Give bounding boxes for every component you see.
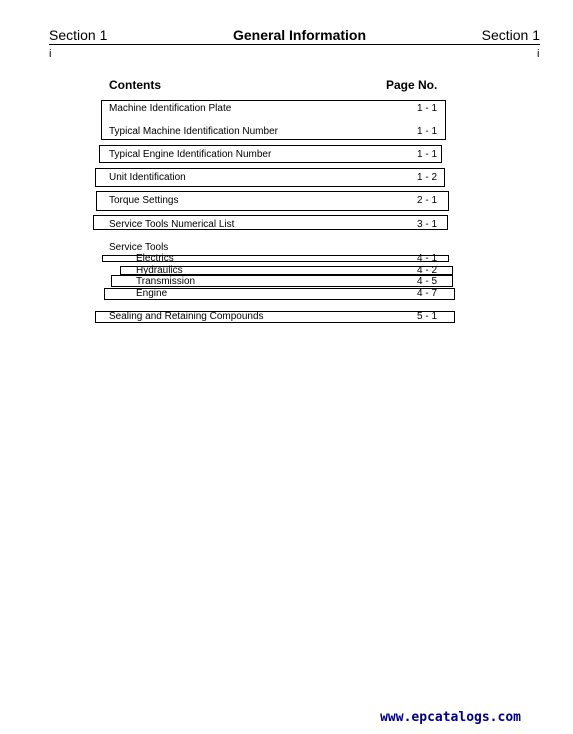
toc-subitem-page: 4 - 7 — [417, 288, 438, 299]
section-label-right: Section 1 — [481, 27, 540, 43]
toc-subitem-label[interactable]: Transmission — [136, 276, 196, 287]
page-number-right: i — [537, 48, 540, 60]
section-label-left: Section 1 — [49, 27, 108, 43]
page-number-heading: Page No. — [386, 78, 438, 92]
toc-subitem-label[interactable]: Engine — [136, 288, 168, 299]
toc-item-page: 1 - 1 — [417, 126, 438, 137]
toc-subitem-label[interactable]: Electrics — [136, 253, 174, 264]
toc-item-page: 1 - 1 — [417, 149, 438, 160]
page-number-left: i — [49, 48, 52, 60]
toc-item-label[interactable]: Machine Identification Plate — [109, 103, 232, 114]
toc-item-page: 1 - 1 — [417, 103, 438, 114]
toc-item-label[interactable]: Sealing and Retaining Compounds — [109, 311, 264, 322]
toc-subitem-page: 4 - 2 — [417, 265, 438, 276]
toc-item-label[interactable]: Torque Settings — [109, 195, 179, 206]
toc-item-label[interactable]: Typical Engine Identification Number — [109, 149, 272, 160]
footer-url[interactable]: www.epcatalogs.com — [380, 710, 521, 725]
page-title: General Information — [233, 27, 367, 43]
toc-subitem-page: 4 - 5 — [417, 276, 438, 287]
toc-subitem-page: 4 - 1 — [417, 253, 438, 264]
toc-item-label[interactable]: Service Tools Numerical List — [109, 219, 235, 230]
toc-subitem-label[interactable]: Hydraulics — [136, 265, 183, 276]
toc-item-page: 3 - 1 — [417, 219, 438, 230]
service-tools-heading: Service Tools — [109, 242, 169, 253]
contents-heading: Contents — [109, 78, 161, 92]
header-rule-right — [452, 44, 540, 45]
toc-item-label[interactable]: Unit Identification — [109, 172, 186, 183]
toc-item-page: 1 - 2 — [417, 172, 438, 183]
toc-item-page: 5 - 1 — [417, 311, 438, 322]
toc-item-page: 2 - 1 — [417, 195, 438, 206]
toc-item-label[interactable]: Typical Machine Identification Number — [109, 126, 278, 137]
header-rule-left — [49, 44, 219, 45]
header-rule-middle — [219, 44, 452, 45]
